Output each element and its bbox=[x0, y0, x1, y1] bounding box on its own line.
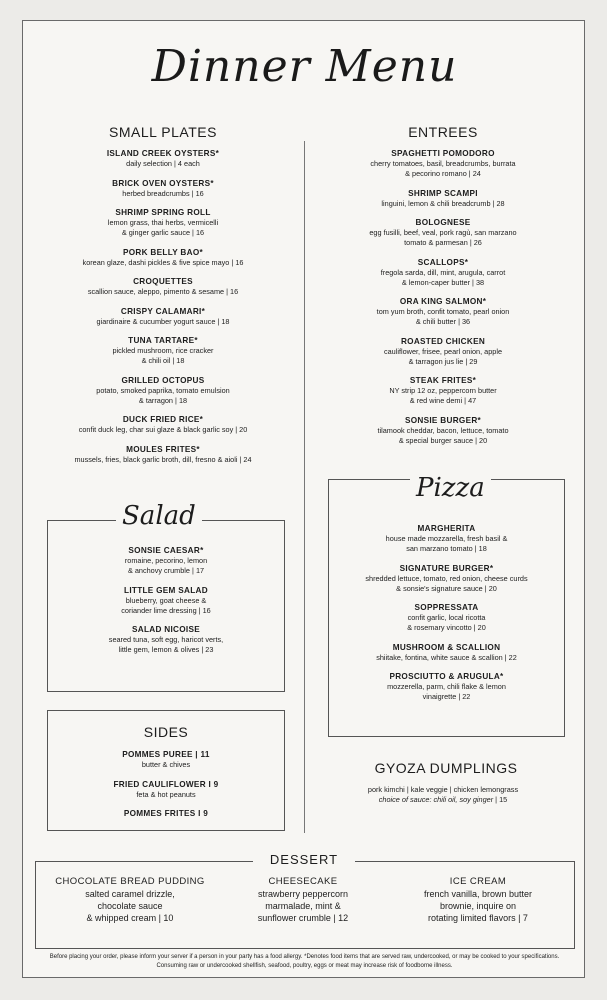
menu-item-description: & tarragon | 18 bbox=[138, 395, 188, 405]
menu-item-description: & rosemary vincotto | 20 bbox=[407, 623, 486, 632]
menu-item bbox=[43, 335, 283, 366]
menu-item bbox=[328, 671, 565, 702]
menu-item bbox=[47, 585, 285, 616]
dessert-item-description: french vanilla, brown butter bbox=[423, 889, 533, 899]
menu-item-name: BOLOGNESE bbox=[415, 218, 471, 227]
menu-item-name: POMMES PUREE | 11 bbox=[122, 750, 210, 759]
gyoza-flavors: pork kimchi | kale veggie | chicken lemongrass bbox=[367, 785, 519, 794]
menu-item-description: & red wine demi | 47 bbox=[409, 396, 477, 405]
dessert-item-description: marmalade, mint & bbox=[265, 901, 341, 911]
sides-list bbox=[47, 749, 285, 828]
menu-item bbox=[47, 545, 285, 576]
pizza-heading: Pizza bbox=[410, 473, 491, 503]
menu-item-description: little gem, lemon & olives | 23 bbox=[118, 645, 214, 654]
menu-item-name: SOPPRESSATA bbox=[414, 603, 479, 612]
menu-item-name: PORK BELLY BAO* bbox=[122, 247, 204, 257]
menu-item bbox=[43, 178, 283, 199]
gyoza-sauce-choice: choice of sauce: chili oil, soy ginger bbox=[378, 795, 494, 804]
dessert-item bbox=[223, 875, 383, 924]
menu-item-name: SONSIE CAESAR* bbox=[128, 546, 204, 555]
menu-item bbox=[323, 336, 563, 367]
menu-item-description: shredded lettuce, tomato, red onion, cheese curds bbox=[365, 573, 528, 583]
small-plates-list bbox=[43, 148, 283, 473]
menu-item-description: mozzerella, parm, chili flake & lemon bbox=[387, 682, 506, 691]
menu-item-name: SCALLOPS* bbox=[417, 257, 469, 267]
salad-list bbox=[47, 545, 285, 664]
menu-item-name: ISLAND CREEK OYSTERS* bbox=[106, 149, 220, 158]
menu-item-name: ORA KING SALMON* bbox=[399, 297, 487, 306]
menu-item-description: mussels, fries, black garlic broth, dill, fresno & aioli | 24 bbox=[74, 454, 252, 464]
menu-item-description: feta & hot peanuts bbox=[136, 789, 196, 799]
menu-item-description: & chili butter | 36 bbox=[415, 317, 471, 326]
menu-item bbox=[47, 779, 285, 800]
menu-item-description: scallion sauce, aleppo, pimento & sesame | 16 bbox=[87, 287, 239, 296]
menu-item-description: cauliflower, frisee, pearl onion, apple bbox=[383, 346, 503, 356]
gyoza-details bbox=[323, 785, 563, 805]
menu-title: Dinner Menu bbox=[151, 41, 458, 92]
menu-item-description: shiitake, fontina, white sauce & scallion | 22 bbox=[376, 652, 517, 662]
menu-item-name: PROSCIUTTO & ARUGULA* bbox=[389, 672, 504, 681]
menu-item-name: STEAK FRITES* bbox=[409, 376, 477, 385]
menu-item-name: POMMES FRITES I 9 bbox=[123, 809, 209, 818]
menu-item-name: MOULES FRITES* bbox=[126, 444, 200, 454]
menu-item-description: giardinaire & cucumber yogurt sauce | 18 bbox=[96, 316, 230, 326]
dessert-heading: DESSERT bbox=[253, 852, 355, 867]
menu-item bbox=[323, 415, 563, 446]
menu-item-description: NY strip 12 oz, peppercorn butter bbox=[389, 386, 497, 395]
menu-item bbox=[47, 749, 285, 770]
menu-item-description: tom yum broth, confit tomato, pearl onion bbox=[376, 307, 510, 316]
menu-item bbox=[43, 207, 283, 238]
menu-item bbox=[323, 257, 563, 288]
menu-item bbox=[43, 306, 283, 327]
menu-item-description: pickled mushroom, rice cracker bbox=[112, 346, 214, 355]
menu-item-description: fregola sarda, dill, mint, arugula, carrot bbox=[380, 267, 506, 277]
menu-item-name: SONSIE BURGER* bbox=[404, 415, 482, 425]
menu-item-name: TUNA TARTARE* bbox=[128, 336, 198, 345]
menu-item-description: herbed breadcrumbs | 16 bbox=[122, 188, 204, 198]
menu-item bbox=[43, 148, 283, 169]
menu-item-description: & sonsie's signature sauce | 20 bbox=[396, 583, 497, 593]
menu-item-name: FRIED CAULIFLOWER I 9 bbox=[113, 779, 219, 789]
menu-item bbox=[328, 602, 565, 633]
menu-page bbox=[22, 20, 585, 978]
menu-item-name: GRILLED OCTOPUS bbox=[121, 375, 205, 385]
menu-item bbox=[43, 247, 283, 268]
gyoza-price: | 15 bbox=[493, 795, 508, 804]
dessert-item-description: rotating limited flavors | 7 bbox=[428, 913, 528, 923]
menu-item-description: & ginger garlic sauce | 16 bbox=[121, 228, 205, 237]
entrees-list bbox=[323, 148, 563, 454]
menu-item bbox=[323, 375, 563, 406]
dessert-item-name: ICE CREAM bbox=[449, 876, 507, 887]
dessert-item-description: salted caramel drizzle, bbox=[85, 889, 175, 899]
menu-item-name: CROQUETTES bbox=[133, 277, 193, 286]
pizza-list bbox=[328, 523, 565, 711]
menu-item-description: & pecorino romano | 24 bbox=[405, 169, 481, 178]
dessert-item-description: chocolate sauce bbox=[97, 901, 163, 911]
menu-item bbox=[323, 296, 563, 327]
menu-item-description: blueberry, goat cheese & bbox=[125, 595, 207, 605]
salad-heading: Salad bbox=[116, 501, 202, 531]
small-plates-heading: SMALL PLATES bbox=[109, 124, 217, 140]
allergy-disclaimer: Before placing your order, please inform your server if a person in your party has a food allergy. *Denotes food items that are served raw, undercooked, or may be cooked to your specifications. Consuming raw or undercooked shellfish, seafood, poultry, eggs or meat may increase risk of foodborne illness. bbox=[49, 954, 560, 969]
menu-item-name: LITTLE GEM SALAD bbox=[124, 585, 208, 595]
menu-item bbox=[43, 276, 283, 297]
menu-item-description: tomato & parmesan | 26 bbox=[404, 238, 482, 247]
gyoza-sauce-line bbox=[323, 795, 563, 805]
menu-item-name: MUSHROOM & SCALLION bbox=[392, 642, 501, 652]
menu-item-description: & lemon-caper butter | 38 bbox=[401, 277, 485, 287]
menu-item bbox=[328, 642, 565, 663]
menu-item bbox=[323, 217, 563, 248]
dessert-item-description: strawberry peppercorn bbox=[257, 889, 349, 899]
menu-item-name: BRICK OVEN OYSTERS* bbox=[112, 178, 214, 188]
menu-item bbox=[43, 444, 283, 465]
dessert-item-name: CHOCOLATE BREAD PUDDING bbox=[55, 876, 205, 887]
gyoza-heading: GYOZA DUMPLINGS bbox=[374, 760, 518, 776]
menu-item-name: SHRIMP SPRING ROLL bbox=[115, 208, 211, 217]
menu-item-description: confit duck leg, char sui glaze & black garlic soy | 20 bbox=[78, 425, 248, 434]
menu-item bbox=[43, 414, 283, 435]
menu-item bbox=[323, 148, 563, 179]
menu-item-name: SHRIMP SCAMPI bbox=[408, 188, 478, 198]
menu-item bbox=[47, 808, 285, 819]
menu-item-description: seared tuna, soft egg, haricot verts, bbox=[108, 635, 224, 644]
menu-item-description: daily selection | 4 each bbox=[126, 159, 200, 168]
menu-item-description: tilamook cheddar, bacon, lettuce, tomato bbox=[377, 425, 509, 435]
menu-item bbox=[43, 375, 283, 406]
menu-item-name: ROASTED CHICKEN bbox=[400, 336, 486, 346]
menu-item-description: cherry tomatoes, basil, breadcrumbs, burrata bbox=[370, 159, 516, 168]
menu-item-name: DUCK FRIED RICE* bbox=[122, 415, 204, 424]
menu-item-name: CRISPY CALAMARI* bbox=[120, 306, 206, 316]
menu-item bbox=[328, 563, 565, 594]
menu-item-description: & tarragon jus lie | 29 bbox=[408, 356, 478, 366]
dessert-item-description: brownie, inquire on bbox=[439, 901, 517, 911]
menu-item-name: SALAD NICOISE bbox=[131, 625, 201, 634]
menu-item-description: coriander lime dressing | 16 bbox=[121, 605, 211, 615]
menu-item-description: & chili oil | 18 bbox=[141, 356, 185, 365]
menu-item-description: san marzano tomato | 18 bbox=[406, 544, 487, 553]
dessert-item-description: & whipped cream | 10 bbox=[86, 913, 174, 923]
menu-item bbox=[323, 188, 563, 209]
menu-item-name: MARGHERITA bbox=[417, 524, 476, 533]
menu-item-description: butter & chives bbox=[141, 760, 191, 769]
menu-item-description: korean glaze, dashi pickles & five spice mayo | 16 bbox=[82, 257, 244, 267]
menu-item-description: & special burger sauce | 20 bbox=[398, 435, 488, 445]
menu-item-description: house made mozzarella, fresh basil & bbox=[385, 534, 508, 543]
menu-item-description: lemon grass, thai herbs, vermicelli bbox=[107, 218, 219, 227]
column-divider bbox=[304, 141, 305, 833]
dessert-item-description: sunflower crumble | 12 bbox=[257, 913, 349, 923]
menu-item-description: romaine, pecorino, lemon bbox=[124, 556, 208, 565]
dessert-item-name: CHEESECAKE bbox=[268, 876, 338, 887]
dessert-item bbox=[393, 875, 563, 924]
menu-item-description: confit garlic, local ricotta bbox=[407, 613, 486, 622]
menu-item-description: potato, smoked paprika, tomato emulsion bbox=[96, 385, 230, 395]
menu-item-description: vinaigrette | 22 bbox=[422, 692, 471, 701]
sides-heading: SIDES bbox=[143, 724, 189, 740]
entrees-heading: ENTREES bbox=[408, 124, 478, 140]
menu-item-name: SPAGHETTI POMODORO bbox=[391, 149, 495, 158]
menu-item-name: SIGNATURE BURGER* bbox=[399, 563, 494, 573]
dessert-item bbox=[45, 875, 215, 924]
menu-item bbox=[47, 624, 285, 655]
menu-item-description: & anchovy crumble | 17 bbox=[127, 566, 205, 575]
menu-item bbox=[328, 523, 565, 554]
menu-item-description: egg fusilli, beef, veal, pork ragù, san marzano bbox=[369, 228, 517, 237]
menu-item-description: linguini, lemon & chili breadcrumb | 28 bbox=[381, 198, 505, 208]
